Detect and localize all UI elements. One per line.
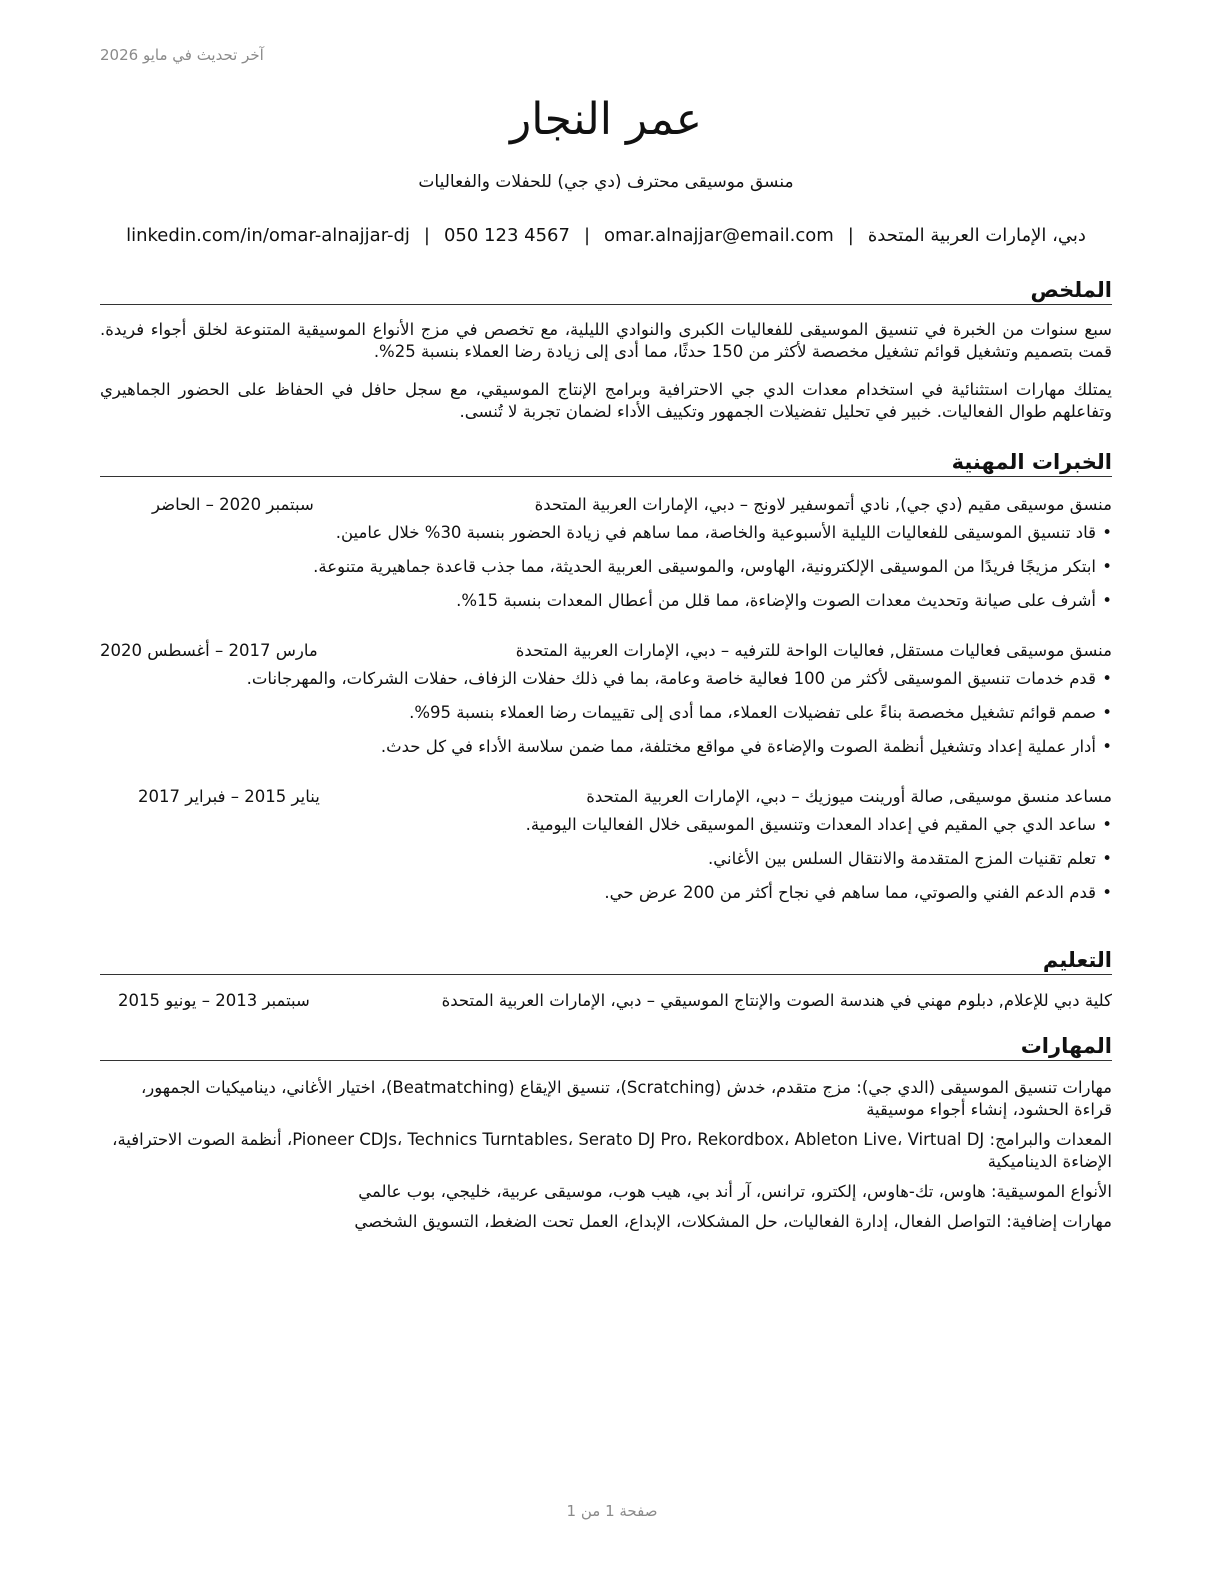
candidate-name: عمر النجار bbox=[510, 94, 702, 145]
job-bullet: • قدم خدمات تنسيق الموسيقى لأكثر من 100 فعالية خاصة وعامة، بما في ذلك حفلات الزفاف، حفلات الشركات، والمهرجانات. bbox=[100, 667, 1112, 701]
contact-phone[interactable]: 050 123 4567 bbox=[443, 225, 570, 246]
contact-line bbox=[100, 223, 1112, 249]
experience-section bbox=[100, 448, 1112, 915]
candidate-subtitle: منسق موسيقى محترف (دي جي) للحفلات والفعاليات bbox=[418, 172, 794, 192]
education-entry bbox=[100, 989, 1112, 1013]
job-bullet: • ابتكر مزيجًا فريدًا من الموسيقى الإلكترونية، الهاوس، والموسيقى العربية الحديثة، مما جذب قاعدة جماهيرية متنوعة. bbox=[100, 555, 1112, 589]
job-bullets bbox=[100, 813, 1112, 915]
skill-line-dj: مهارات تنسيق الموسيقى (الدي جي): مزج متقدم، خدش (Scratching)، تنسيق الإيقاع (Beatmatching)، اختيار الأغاني، ديناميكيات الجمهور، قراءة الحشود، إنشاء أجواء موسيقية bbox=[140, 1078, 1112, 1119]
job-title: منسق موسيقى فعاليات مستقل, فعاليات الواحة للترفيه – دبي، الإمارات العربية المتحدة bbox=[515, 641, 1112, 660]
page-number: صفحة 1 من 1 bbox=[566, 1502, 658, 1520]
contact-email[interactable]: omar.alnajjar@email.com bbox=[604, 225, 834, 246]
job-entry-3 bbox=[100, 785, 1112, 915]
last-updated-note: آخر تحديث في مايو 2026 bbox=[100, 46, 264, 64]
summary-heading: الملخص bbox=[100, 276, 1112, 305]
summary-paragraph-2: يمتلك مهارات استثنائية في استخدام معدات الدي جي الاحترافية وبرامج الإنتاج الموسيقي، مع سجل حافل في الحفاظ على الحضور الجماهيري وتفاعلهم طوال الفعاليات. خبير في تحليل تفضيلات الجمهور وتكييف الأداء لضمان تجربة لا تُنسى. bbox=[100, 380, 1112, 421]
job-bullet: • قدم الدعم الفني والصوتي، مما ساهم في نجاح أكثر من 200 عرض حي. bbox=[100, 881, 1112, 915]
job-bullet: • ساعد الدي جي المقيم في إعداد المعدات وتنسيق الموسيقى خلال الفعاليات اليومية. bbox=[100, 813, 1112, 847]
job-dates: سبتمبر 2020 – الحاضر bbox=[152, 495, 314, 514]
job-header bbox=[100, 639, 1112, 663]
job-dates: يناير 2015 – فبراير 2017 bbox=[138, 787, 320, 806]
job-bullet: • قاد تنسيق الموسيقى للفعاليات الليلية الأسبوعية والخاصة، مما ساهم في زيادة الحضور بنسبة 30% خلال عامين. bbox=[100, 521, 1112, 555]
job-entry-2 bbox=[100, 639, 1112, 769]
job-bullet: • تعلم تقنيات المزج المتقدمة والانتقال السلس بين الأغاني. bbox=[100, 847, 1112, 881]
job-bullet: • أشرف على صيانة وتحديث معدات الصوت والإضاءة، مما قلل من أعطال المعدات بنسبة 15%. bbox=[100, 589, 1112, 623]
job-bullet: • صمم قوائم تشغيل مخصصة بناءً على تفضيلات العملاء، مما أدى إلى تقييمات رضا العملاء بنسبة 95%. bbox=[100, 701, 1112, 735]
job-dates: مارس 2017 – أغسطس 2020 bbox=[100, 641, 318, 660]
education-section bbox=[100, 946, 1112, 1013]
experience-heading: الخبرات المهنية bbox=[100, 448, 1112, 477]
skill-line-genres: الأنواع الموسيقية: هاوس، تك-هاوس، إلكترو، ترانس، آر أند بي، هيب هوب، موسيقى عربية، خليجي، بوب عالمي bbox=[358, 1182, 1112, 1201]
education-dates: سبتمبر 2013 – يونيو 2015 bbox=[118, 991, 310, 1010]
skills-section bbox=[100, 1032, 1112, 1241]
skills-heading: المهارات bbox=[100, 1032, 1112, 1061]
contact-separator: | bbox=[423, 225, 430, 246]
contact-linkedin[interactable]: linkedin.com/in/omar-alnajjar-dj bbox=[126, 225, 410, 246]
skill-line-additional: مهارات إضافية: التواصل الفعال، إدارة الفعاليات، حل المشكلات، الإبداع، العمل تحت الضغط، التسويق الشخصي bbox=[354, 1212, 1112, 1231]
job-entry-1 bbox=[100, 493, 1112, 623]
skill-line-equipment: المعدات والبرامج: Pioneer CDJs، Technics Turntables، Serato DJ Pro، Rekordbox، Ableton Live، Virtual DJ، أنظمة الصوت الاحترافية، الإضاءة الديناميكية bbox=[112, 1130, 1112, 1171]
contact-separator: | bbox=[847, 225, 854, 246]
contact-separator: | bbox=[583, 225, 591, 246]
summary-paragraph-1: سبع سنوات من الخبرة في تنسيق الموسيقى للفعاليات الكبرى والنوادي الليلية، مع تخصص في مزج الأنواع الموسيقية المتنوعة لخلق أجواء فريدة. قمت بتصميم وتشغيل قوائم تشغيل مخصصة لأكثر من 150 حدثًا، مما أدى إلى زيادة رضا العملاء بنسبة 25%. bbox=[100, 320, 1112, 361]
summary-section bbox=[100, 276, 1112, 423]
education-heading: التعليم bbox=[100, 946, 1112, 975]
job-bullets bbox=[100, 667, 1112, 769]
education-institution: كلية دبي للإعلام, دبلوم مهني في هندسة الصوت والإنتاج الموسيقي – دبي، الإمارات العربية المتحدة bbox=[441, 991, 1112, 1010]
job-bullets bbox=[100, 521, 1112, 623]
job-header bbox=[100, 785, 1112, 809]
contact-location: دبي، الإمارات العربية المتحدة bbox=[867, 225, 1086, 246]
job-header bbox=[100, 493, 1112, 517]
job-title: مساعد منسق موسيقى, صالة أورينت ميوزيك – دبي، الإمارات العربية المتحدة bbox=[586, 787, 1112, 806]
job-bullet: • أدار عملية إعداد وتشغيل أنظمة الصوت والإضاءة في مواقع مختلفة، مما ضمن سلاسة الأداء في كل حدث. bbox=[100, 735, 1112, 769]
job-title: منسق موسيقى مقيم (دي جي), نادي أتموسفير لاونج – دبي، الإمارات العربية المتحدة bbox=[534, 495, 1112, 514]
